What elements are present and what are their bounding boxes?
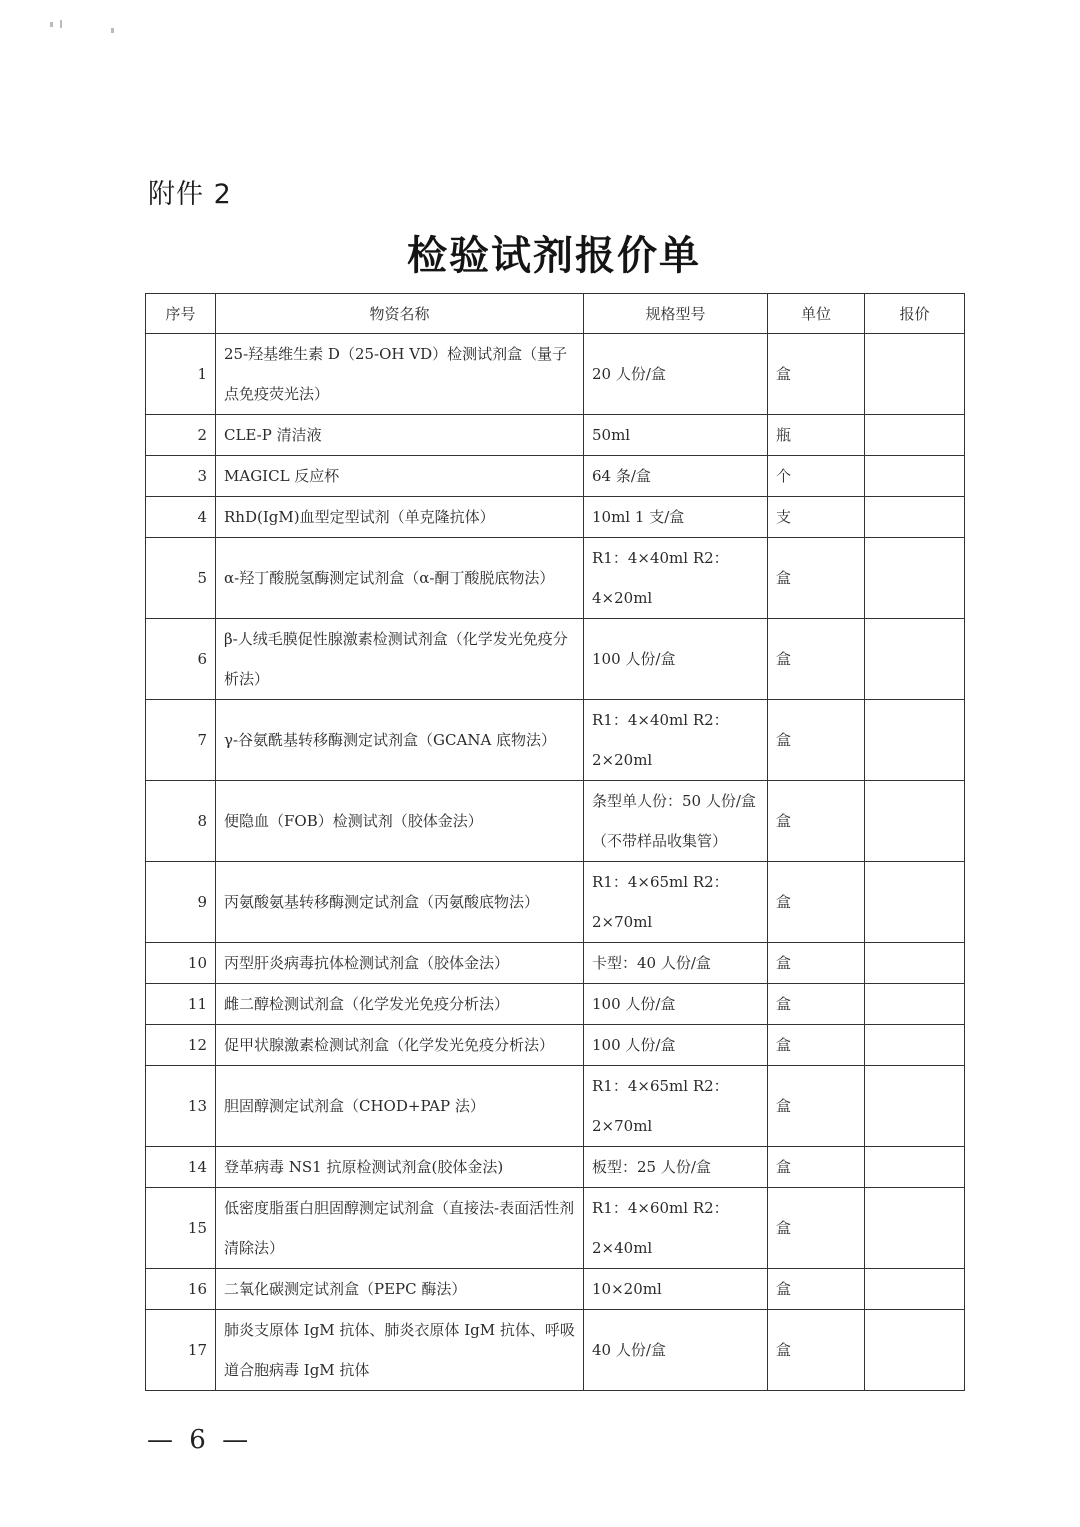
cell-price[interactable] [865, 781, 965, 862]
table-row [146, 1066, 965, 1147]
cell-item-name: γ-谷氨酰基转移酶测定试剂盒（GCANA 底物法） [216, 700, 584, 781]
cell-item-name: CLE-P 清洁液 [216, 415, 584, 456]
cell-unit: 盒 [768, 619, 865, 700]
cell-serial: 16 [146, 1269, 216, 1310]
scan-speck [60, 20, 62, 28]
table-row [146, 497, 965, 538]
cell-item-name: 低密度脂蛋白胆固醇测定试剂盒（直接法-表面活性剂清除法） [216, 1188, 584, 1269]
cell-item-name: 肺炎支原体 IgM 抗体、肺炎衣原体 IgM 抗体、呼吸道合胞病毒 IgM 抗体 [216, 1310, 584, 1391]
attachment-label: 附件 2 [148, 179, 232, 210]
cell-spec: 10×20ml [584, 1269, 768, 1310]
header-serial: 序号 [146, 294, 216, 334]
cell-item-name: RhD(IgM)血型定型试剂（单克隆抗体） [216, 497, 584, 538]
page-number: — 6 — [147, 1425, 253, 1455]
cell-serial: 3 [146, 456, 216, 497]
cell-unit: 支 [768, 497, 865, 538]
header-spec: 规格型号 [584, 294, 768, 334]
cell-unit: 盒 [768, 943, 865, 984]
table-row [146, 456, 965, 497]
cell-spec: 40 人份/盒 [584, 1310, 768, 1391]
scan-speck [50, 22, 53, 27]
cell-spec: 64 条/盒 [584, 456, 768, 497]
table-row [146, 781, 965, 862]
cell-spec: 100 人份/盒 [584, 984, 768, 1025]
table-row [146, 1310, 965, 1391]
cell-price[interactable] [865, 1310, 965, 1391]
cell-unit: 盒 [768, 862, 865, 943]
cell-spec: R1：4×40ml R2：4×20ml [584, 538, 768, 619]
cell-item-name: 胆固醇测定试剂盒（CHOD+PAP 法） [216, 1066, 584, 1147]
cell-unit: 瓶 [768, 415, 865, 456]
cell-item-name: 丙型肝炎病毒抗体检测试剂盒（胶体金法） [216, 943, 584, 984]
cell-item-name: 雌二醇检测试剂盒（化学发光免疫分析法） [216, 984, 584, 1025]
table-row [146, 1269, 965, 1310]
table-row [146, 862, 965, 943]
cell-price[interactable] [865, 1147, 965, 1188]
table-row [146, 538, 965, 619]
cell-serial: 11 [146, 984, 216, 1025]
cell-spec: 条型单人份：50 人份/盒（不带样品收集管） [584, 781, 768, 862]
cell-spec: R1：4×40ml R2：2×20ml [584, 700, 768, 781]
cell-unit: 盒 [768, 1269, 865, 1310]
cell-unit: 盒 [768, 984, 865, 1025]
table-row [146, 984, 965, 1025]
table-row [146, 334, 965, 415]
cell-unit: 盒 [768, 334, 865, 415]
cell-spec: 板型：25 人份/盒 [584, 1147, 768, 1188]
cell-serial: 6 [146, 619, 216, 700]
cell-price[interactable] [865, 497, 965, 538]
table-row [146, 1147, 965, 1188]
cell-serial: 5 [146, 538, 216, 619]
cell-serial: 14 [146, 1147, 216, 1188]
cell-serial: 8 [146, 781, 216, 862]
table-row [146, 700, 965, 781]
cell-price[interactable] [865, 538, 965, 619]
quotation-table [145, 293, 965, 1391]
cell-spec: R1：4×65ml R2：2×70ml [584, 862, 768, 943]
cell-item-name: β-人绒毛膜促性腺激素检测试剂盒（化学发光免疫分析法） [216, 619, 584, 700]
cell-spec: R1：4×60ml R2：2×40ml [584, 1188, 768, 1269]
cell-unit: 盒 [768, 538, 865, 619]
header-unit: 单位 [768, 294, 865, 334]
header-price: 报价 [865, 294, 965, 334]
cell-unit: 盒 [768, 700, 865, 781]
cell-price[interactable] [865, 415, 965, 456]
cell-price[interactable] [865, 1025, 965, 1066]
cell-unit: 盒 [768, 1188, 865, 1269]
cell-serial: 7 [146, 700, 216, 781]
cell-unit: 盒 [768, 781, 865, 862]
cell-item-name: 促甲状腺激素检测试剂盒（化学发光免疫分析法） [216, 1025, 584, 1066]
cell-price[interactable] [865, 1188, 965, 1269]
cell-serial: 10 [146, 943, 216, 984]
scan-speck [111, 28, 114, 33]
cell-serial: 9 [146, 862, 216, 943]
cell-price[interactable] [865, 862, 965, 943]
cell-item-name: α-羟丁酸脱氢酶测定试剂盒（α-酮丁酸脱底物法） [216, 538, 584, 619]
cell-spec: R1：4×65ml R2：2×70ml [584, 1066, 768, 1147]
cell-serial: 2 [146, 415, 216, 456]
cell-price[interactable] [865, 943, 965, 984]
cell-item-name: 便隐血（FOB）检测试剂（胶体金法） [216, 781, 584, 862]
cell-unit: 盒 [768, 1310, 865, 1391]
cell-spec: 100 人份/盒 [584, 619, 768, 700]
cell-serial: 1 [146, 334, 216, 415]
cell-price[interactable] [865, 456, 965, 497]
cell-spec: 100 人份/盒 [584, 1025, 768, 1066]
cell-price[interactable] [865, 1066, 965, 1147]
cell-spec: 10ml 1 支/盒 [584, 497, 768, 538]
page-title: 检验试剂报价单 [407, 232, 701, 279]
cell-serial: 17 [146, 1310, 216, 1391]
cell-price[interactable] [865, 1269, 965, 1310]
cell-price[interactable] [865, 700, 965, 781]
cell-item-name: MAGICL 反应杯 [216, 456, 584, 497]
cell-unit: 个 [768, 456, 865, 497]
table-row [146, 1025, 965, 1066]
cell-unit: 盒 [768, 1066, 865, 1147]
table-header-row [146, 294, 965, 334]
cell-item-name: 25-羟基维生素 D（25-OH VD）检测试剂盒（量子点免疫荧光法） [216, 334, 584, 415]
cell-price[interactable] [865, 619, 965, 700]
cell-spec: 20 人份/盒 [584, 334, 768, 415]
cell-serial: 13 [146, 1066, 216, 1147]
header-item-name: 物资名称 [216, 294, 584, 334]
cell-spec: 50ml [584, 415, 768, 456]
cell-serial: 12 [146, 1025, 216, 1066]
table-row [146, 943, 965, 984]
cell-unit: 盒 [768, 1025, 865, 1066]
cell-price[interactable] [865, 334, 965, 415]
cell-price[interactable] [865, 984, 965, 1025]
cell-item-name: 二氧化碳测定试剂盒（PEPC 酶法） [216, 1269, 584, 1310]
cell-item-name: 丙氨酸氨基转移酶测定试剂盒（丙氨酸底物法） [216, 862, 584, 943]
table-row [146, 619, 965, 700]
cell-unit: 盒 [768, 1147, 865, 1188]
table-row [146, 1188, 965, 1269]
cell-serial: 15 [146, 1188, 216, 1269]
cell-spec: 卡型：40 人份/盒 [584, 943, 768, 984]
table-row [146, 415, 965, 456]
table-body [146, 334, 965, 1391]
cell-item-name: 登革病毒 NS1 抗原检测试剂盒(胶体金法) [216, 1147, 584, 1188]
cell-serial: 4 [146, 497, 216, 538]
